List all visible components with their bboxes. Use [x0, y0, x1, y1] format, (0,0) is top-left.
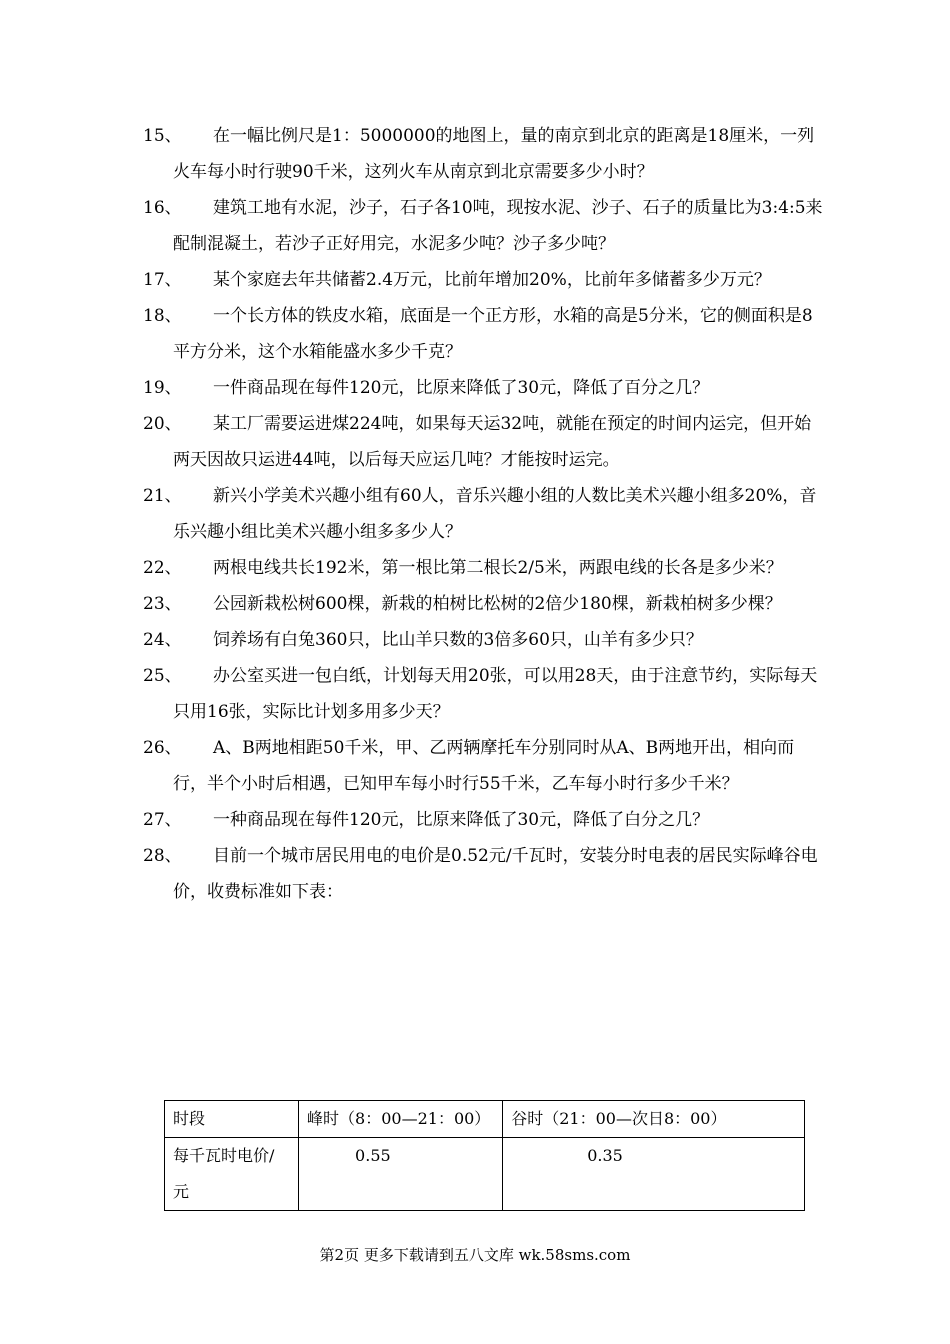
- table-cell: 每千瓦时电价/元: [165, 1138, 299, 1211]
- problem-number: 27、: [143, 810, 182, 830]
- problem-item: [143, 370, 823, 406]
- problem-text: 某工厂需要运进煤224吨，如果每天运32吨，就能在预定的时间内运完，但开始两天因故只运进44吨，以后每天应运几吨？才能按时运完。: [173, 414, 812, 470]
- problem-number: 26、: [143, 738, 182, 758]
- problem-item: [143, 838, 823, 910]
- problem-number: 18、: [143, 306, 182, 326]
- problem-item: [143, 586, 823, 622]
- table-cell: 时段: [165, 1101, 299, 1138]
- problem-number: 17、: [143, 270, 182, 290]
- problem-item: [143, 478, 823, 550]
- problem-text: 办公室买进一包白纸，计划每天用20张，可以用28天，由于注意节约，实际每天只用16张，实际比计划多用多少天？: [173, 666, 818, 722]
- problem-item: [143, 550, 823, 586]
- problem-number: 28、: [143, 846, 182, 866]
- problem-text: 公园新栽松树600棵，新栽的柏树比松树的2倍少180棵，新栽柏树多少棵？: [213, 594, 782, 614]
- table-cell: 谷时（21：00—次日8：00）: [503, 1101, 805, 1138]
- problem-text: 建筑工地有水泥，沙子，石子各10吨，现按水泥、沙子、石子的质量比为3:4:5来配制混凝土，若沙子正好用完，水泥多少吨？沙子多少吨？: [173, 198, 823, 254]
- problem-number: 20、: [143, 414, 182, 434]
- table-header-row: [165, 1101, 805, 1138]
- problem-number: 15、: [143, 126, 182, 146]
- problem-text: 一种商品现在每件120元，比原来降低了30元，降低了白分之几？: [213, 810, 710, 830]
- problem-item: [143, 658, 823, 730]
- problem-text: 某个家庭去年共储蓄2.4万元，比前年增加20%，比前年多储蓄多少万元？: [213, 270, 771, 290]
- problem-item: [143, 622, 823, 658]
- problem-text: 目前一个城市居民用电的电价是0.52元/千瓦时，安装分时电表的居民实际峰谷电价，收费标准如下表：: [173, 846, 818, 902]
- problem-number: 22、: [143, 558, 182, 578]
- problem-text: A、B两地相距50千米，甲、乙两辆摩托车分别同时从A、B两地开出，相向而行，半个小时后相遇，已知甲车每小时行55千米，乙车每小时行多少千米？: [173, 738, 795, 794]
- problem-text: 一件商品现在每件120元，比原来降低了30元，降低了百分之几？: [213, 378, 710, 398]
- page-footer: 第2页 更多下载请到五八文库 wk.58sms.com: [319, 1246, 631, 1264]
- problem-number: 24、: [143, 630, 182, 650]
- table-row: [165, 1138, 805, 1211]
- problem-text: 饲养场有白兔360只，比山羊只数的3倍多60只，山羊有多少只？: [213, 630, 703, 650]
- table-cell: 0.55: [299, 1138, 503, 1211]
- problem-number: 19、: [143, 378, 182, 398]
- problem-number: 16、: [143, 198, 182, 218]
- table-cell: 峰时（8：00—21：00）: [299, 1101, 503, 1138]
- problem-item: [143, 298, 823, 370]
- problem-text: 一个长方体的铁皮水箱，底面是一个正方形，水箱的高是5分米，它的侧面积是8平方分米，这个水箱能盛水多少千克？: [173, 306, 813, 362]
- electricity-price-table: [164, 1100, 805, 1211]
- problem-number: 23、: [143, 594, 182, 614]
- problem-item: [143, 730, 823, 802]
- problem-number: 25、: [143, 666, 182, 686]
- problem-list: [143, 118, 823, 910]
- table-cell: 0.35: [503, 1138, 805, 1211]
- problem-item: [143, 802, 823, 838]
- problem-item: [143, 262, 823, 298]
- problem-item: [143, 118, 823, 190]
- problem-text: 在一幅比例尺是1：5000000的地图上，量的南京到北京的距离是18厘米，一列火车每小时行驶90千米，这列火车从南京到北京需要多少小时？: [173, 126, 815, 182]
- problem-text: 两根电线共长192米，第一根比第二根长2/5米，两跟电线的长各是多少米？: [213, 558, 783, 578]
- problem-item: [143, 406, 823, 478]
- problem-number: 21、: [143, 486, 182, 506]
- problem-item: [143, 190, 823, 262]
- problem-text: 新兴小学美术兴趣小组有60人，音乐兴趣小组的人数比美术兴趣小组多20%，音乐兴趣小组比美术兴趣小组多多少人？: [173, 486, 817, 542]
